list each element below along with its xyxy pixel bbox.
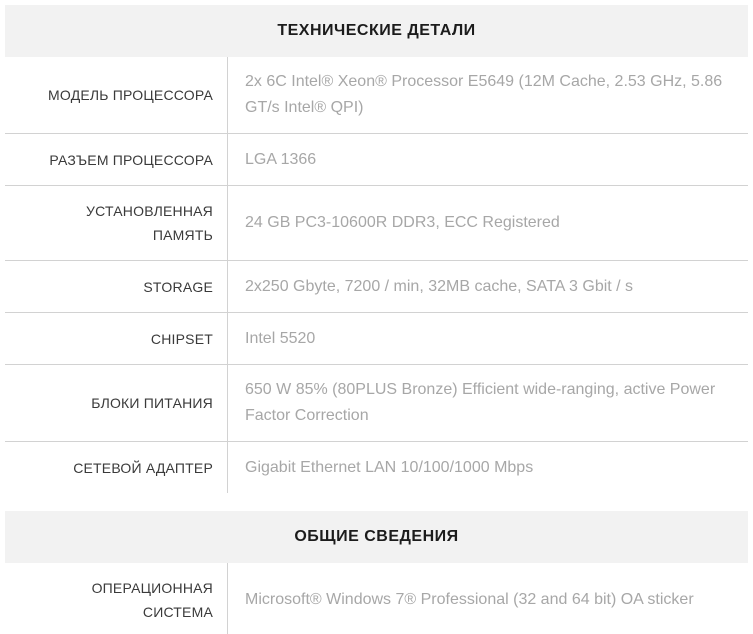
spec-value: 2x 6C Intel® Xeon® Processor E5649 (12M Cache, 2.53 GHz, 5.86 GT/s Intel® QPI) (245, 73, 723, 116)
spec-row (5, 185, 748, 260)
spec-row (5, 441, 748, 493)
section-title: ТЕХНИЧЕСКИЕ ДЕТАЛИ (277, 22, 476, 39)
section-header (5, 5, 748, 57)
spec-section (5, 5, 748, 493)
spec-value: LGA 1366 (245, 150, 317, 168)
spec-section (5, 511, 748, 634)
spec-tables (5, 5, 748, 634)
spec-label: УСТАНОВЛЕННАЯ ПАМЯТЬ (5, 186, 228, 260)
spec-row (5, 563, 748, 634)
spec-row (5, 260, 748, 312)
section-header (5, 511, 748, 563)
spec-row (5, 312, 748, 364)
spec-label: РАЗЪЕМ ПРОЦЕССОРА (5, 134, 228, 185)
spec-row (5, 57, 748, 133)
spec-row (5, 364, 748, 441)
spec-value: Gigabit Ethernet LAN 10/100/1000 Mbps (245, 458, 534, 476)
spec-value: 2x250 Gbyte, 7200 / min, 32MB cache, SATA 3 Gbit / s (245, 277, 634, 295)
section-title: ОБЩИЕ СВЕДЕНИЯ (294, 528, 459, 545)
spec-row (5, 133, 748, 185)
spec-label: МОДЕЛЬ ПРОЦЕССОРА (5, 57, 228, 133)
spec-label: СЕТЕВОЙ АДАПТЕР (5, 442, 228, 493)
spec-label: STORAGE (5, 261, 228, 312)
spec-label: CHIPSET (5, 313, 228, 364)
spec-label: ОПЕРАЦИОННАЯ СИСТЕМА (5, 563, 228, 634)
spec-value: Microsoft® Windows 7® Professional (32 and 64 bit) OA sticker (245, 591, 694, 608)
spec-value: 650 W 85% (80PLUS Bronze) Efficient wide-ranging, active Power Factor Correction (245, 381, 716, 424)
spec-value: 24 GB PC3-10600R DDR3, ECC Registered (245, 214, 560, 231)
spec-value: Intel 5520 (245, 329, 316, 347)
spec-label: БЛОКИ ПИТАНИЯ (5, 365, 228, 441)
